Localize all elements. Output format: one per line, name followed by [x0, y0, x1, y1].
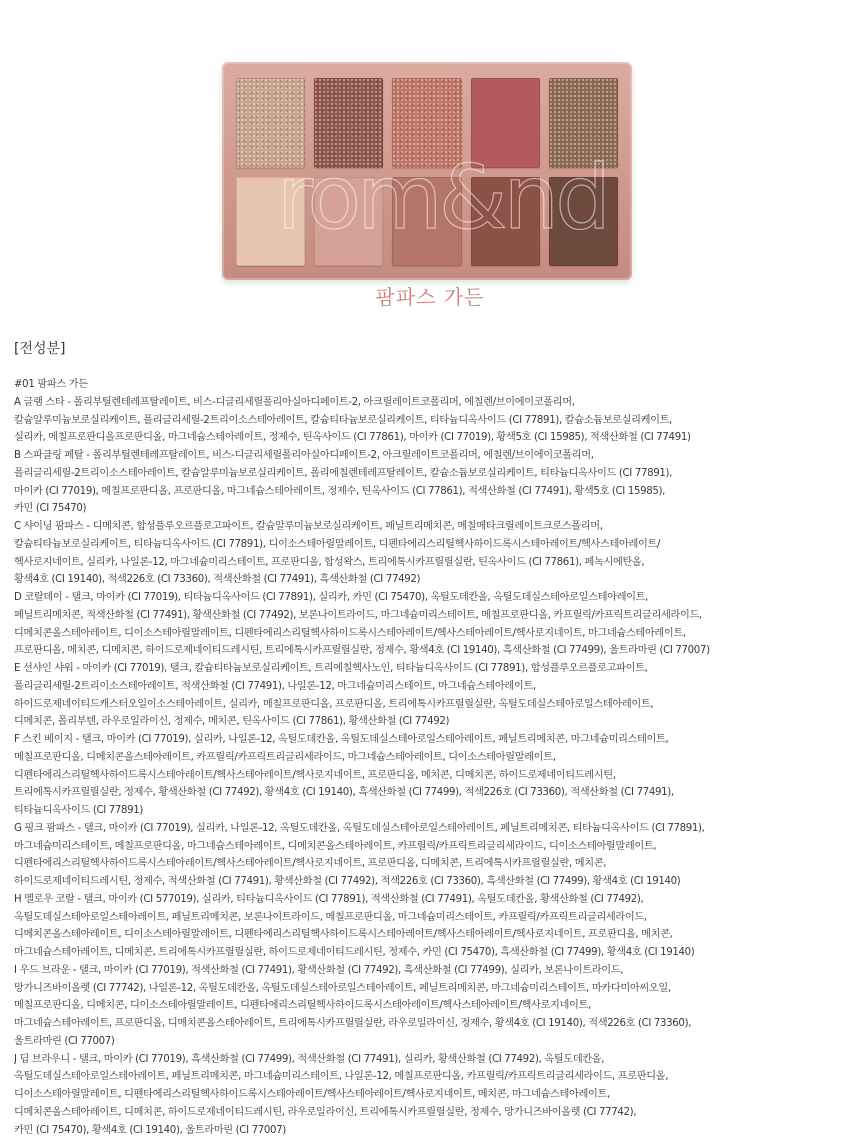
ingredients-heading: [전성분]: [14, 338, 66, 358]
ingredient-line: 디펜타에리스리틸헥사하이드록시스테아레이트/헥사스테아레이트/헥사로지네이트, 프로판디올, 메치콘, 디메치콘, 하이드로제네이티드레시틴,: [14, 767, 850, 785]
product-title: 팜파스 가든: [0, 281, 860, 310]
ingredient-line: 폴리글리세릴-2트리이소스테아레이트, 적색산화철 (CI 77491), 나일론-12, 마그네슘미리스테이트, 마그네슘스테아레이트,: [14, 678, 850, 696]
ingredient-line: 티타늄디옥사이드 (CI 77891): [14, 802, 850, 820]
ingredient-line: 실리카, 메칠프로판디올프로판디올, 마그네슘스테아레이트, 정제수, 틴옥사이드 (CI 77861), 마이카 (CI 77019), 황색5호 (CI 15985), 적색산화철 (CI 77491): [14, 429, 850, 447]
ingredient-line: 헥사로지네이트, 실리카, 나일론-12, 마그네슘미리스테이트, 프로판디올, 합성왁스, 트리에톡시카프릴릴실란, 틴옥사이드 (CI 77861), 페녹시에탄올,: [14, 554, 850, 572]
ingredient-line: A 글램 스타 - 폴리부틸렌테레프탈레이트, 비스-디글리세릴폴리아실아디페이트-2, 아크릴레이트코폴리머, 에칠렌/브이에이코폴리머,: [14, 394, 850, 412]
ingredient-line: C 샤이닝 팜파스 - 디메치콘, 합성플루오르플로고파이트, 칼슘알루미늄보로실리케이트, 페닐트리메치콘, 메칠메타크릴레이트크로스폴리머,: [14, 518, 850, 536]
ingredient-line: 울트라마린 (CI 77007): [14, 1033, 850, 1051]
ingredients-list: [14, 376, 850, 1139]
ingredient-line: 메칠프로판디올, 디메치콘올스테아레이트, 카프릴릭/카프릭트리글리세라이드, 마그네슘스테아레이트, 디이소스테아릴말레이트,: [14, 749, 850, 767]
ingredient-line: 옥틸도데실스테아로일스테아레이트, 페닐트리메치콘, 보론나이트라이드, 메칠프로판디올, 마그네슘미리스테이트, 카프릴릭/카프릭트리글리세라이드,: [14, 909, 850, 927]
eyeshadow-pan: [471, 177, 540, 267]
ingredient-line: 디메치콘올스테아레이트, 디이소스테아릴말레이트, 디펜타에리스리틸헥사하이드록시스테아레이트/헥사스테아레이트/헥사로지네이트, 프로판디올, 메치콘,: [14, 926, 850, 944]
ingredient-line: 마그네슘미리스테이트, 메칠프로판디올, 마그네슘스테아레이트, 디메치콘올스테아레이트, 카프릴릭/카프릭트리글리세라이드, 디이소스테아릴말레이트,: [14, 838, 850, 856]
eyeshadow-pan: [392, 177, 461, 267]
ingredient-line: 디펜타에리스리틸헥사하이드록시스테아레이트/헥사스테아레이트/헥사로지네이트, 프로판디올, 디메치콘, 트리에톡시카프릴릴실란, 메치콘,: [14, 855, 850, 873]
eyeshadow-pan: [471, 78, 540, 168]
ingredient-line: 카민 (CI 75470): [14, 500, 850, 518]
ingredient-line: H 멜로우 코랄 - 탤크, 마이카 (CI 577019), 실리카, 티타늄디옥사이드 (CI 77891), 적색산화철 (CI 77491), 옥틸도데칸올, 황색산화철 (CI 77492),: [14, 891, 850, 909]
ingredient-line: 디메치콘올스테아레이트, 디메치콘, 하이드로제네이티드레시틴, 라우로일라이신, 트리에톡시카프릴릴실란, 정제수, 망가니즈바이올렛 (CI 77742),: [14, 1104, 850, 1122]
ingredient-line: 마그네슘스테아레이트, 프로판디올, 디메치콘올스테아레이트, 트리에톡시카프릴릴실란, 라우로일라이신, 정제수, 황색4호 (CI 19140), 적색226호 (CI 73360),: [14, 1015, 850, 1033]
ingredient-line: 페닐트리메치콘, 적색산화철 (CI 77491), 황색산화철 (CI 77492), 보론나이트라이드, 마그네슘미리스테이트, 메칠프로판디올, 카프릴릭/카프릭트리글리세라이드,: [14, 607, 850, 625]
ingredient-line: F 스킨 베이지 - 탤크, 마이카 (CI 77019), 실리카, 나일론-12, 옥틸도데칸올, 옥틸도데실스테아로일스테아레이트, 페닐트리메치콘, 마그네슘미리스테이트,: [14, 731, 850, 749]
ingredient-line: 마그네슘스테아레이트, 디메치콘, 트리에톡시카프릴릴실란, 하이드로제네이티드레시틴, 정제수, 카민 (CI 75470), 흑색산화철 (CI 77499), 황색4호 (CI 19140): [14, 944, 850, 962]
ingredient-line: 황색4호 (CI 19140), 적색226호 (CI 73360), 적색산화철 (CI 77491), 흑색산화철 (CI 77492): [14, 571, 850, 589]
ingredient-line: 트리에톡시카프릴릴실란, 정제수, 황색산화철 (CI 77492), 황색4호 (CI 19140), 흑색산화철 (CI 77499), 적색226호 (CI 73360), 적색산화철 (CI 77491),: [14, 784, 850, 802]
ingredient-line: 칼슘티타늄보로실리케이트, 티타늄디옥사이드 (CI 77891), 디이소스테아릴말레이트, 디펜타에리스리틸헥사하이드록시스테아레이트/헥사스테아레이트/: [14, 536, 850, 554]
eyeshadow-pan: [549, 78, 618, 168]
ingredient-line: 디메치콘, 폴리부텐, 라우로일라이신, 정제수, 메치콘, 틴옥사이드 (CI 77861), 황색산화철 (CI 77492): [14, 713, 850, 731]
palette-image: [222, 62, 632, 280]
ingredient-line: 디이소스테아릴말레이트, 디펜타에리스리틸헥사하이드록시스테아레이트/헥사스테아레이트/헥사로지네이트, 메치콘, 마그네슘스테아레이트,: [14, 1086, 850, 1104]
ingredient-line: 하이드로제네이티드레시틴, 정제수, 적색산화철 (CI 77491), 황색산화철 (CI 77492), 적색226호 (CI 73360), 흑색산화철 (CI 77499), 황색4호 (CI 19140): [14, 873, 850, 891]
ingredient-line: 메칠프로판디올, 디메치콘, 디이소스테아릴말레이트, 디펜타에리스리틸헥사하이드록시스테아레이트/헥사스테아레이트/헥사로지네이트,: [14, 997, 850, 1015]
ingredient-line: G 핑크 팜파스 - 탤크, 마이카 (CI 77019), 실리카, 나일론-12, 옥틸도데칸올, 옥틸도데실스테아로일스테아레이트, 페닐트리메치콘, 티타늄디옥사이드 (CI 77891),: [14, 820, 850, 838]
ingredient-line: J 딥 브라우니 - 탤크, 마이카 (CI 77019), 흑색산화철 (CI 77499), 적색산화철 (CI 77491), 실리카, 황색산화철 (CI 77492), 옥틸도데칸올,: [14, 1051, 850, 1069]
ingredient-line: 칼슘알루미늄보로실리케이트, 폴리글리세릴-2트리이소스테아레이트, 칼슘티타늄보로실리케이트, 티타늄디옥사이드 (CI 77891), 칼슘소듐보로실리케이트,: [14, 412, 850, 430]
ingredient-line: 카민 (CI 75470), 황색4호 (CI 19140), 울트라마린 (CI 77007): [14, 1122, 850, 1139]
ingredient-line: 망가니즈바이올렛 (CI 77742), 나일론-12, 옥틸도데칸올, 옥틸도데실스테아로일스테아레이트, 페닐트리메치콘, 마그네슘미리스테이트, 마카다미아씨오일,: [14, 980, 850, 998]
ingredient-line: #01 팜파스 가든: [14, 376, 850, 394]
ingredient-line: E 선샤인 샤워 - 마이카 (CI 77019), 탤크, 칼슘티타늄보로실리케이트, 트리에칠헥사노인, 티타늄디옥사이드 (CI 77891), 합성플루오르플로고파이트,: [14, 660, 850, 678]
ingredient-line: 프로판디올, 메치콘, 디메치콘, 하이드로제네이티드레시틴, 트리에톡시카프릴릴실란, 정제수, 황색4호 (CI 19140), 흑색산화철 (CI 77499), 울트라마린 (CI 77007): [14, 642, 850, 660]
ingredient-line: I 우드 브라운 - 탤크, 마이카 (CI 77019), 적색산화철 (CI 77491), 황색산화철 (CI 77492), 흑색산화철 (CI 77499), 실리카, 보론나이트라이드,: [14, 962, 850, 980]
ingredient-line: 옥틸도데실스테아로일스테아레이트, 페닐트리메치콘, 마그네슘미리스테이트, 나일론-12, 메칠프로판디올, 카프릴릭/카프릭트리글리세라이드, 프로판디올,: [14, 1068, 850, 1086]
eyeshadow-pan: [549, 177, 618, 267]
eyeshadow-pan: [314, 78, 383, 168]
ingredient-line: 하이드로제네이티드캐스터오일이소스테아레이트, 실리카, 메칠프로판디올, 프로판디올, 트리에톡시카프릴릴실란, 옥틸도데실스테아로일스테아레이트,: [14, 696, 850, 714]
ingredient-line: D 코랄데이 - 탤크, 마이카 (CI 77019), 티타늄디옥사이드 (CI 77891), 실리카, 카민 (CI 75470), 옥틸도데칸올, 옥틸도데실스테아로일스테아레이트,: [14, 589, 850, 607]
eyeshadow-pan: [392, 78, 461, 168]
eyeshadow-pan: [314, 177, 383, 267]
ingredient-line: 마이카 (CI 77019), 메칠프로판디올, 프로판디올, 마그네슘스테아레이트, 정제수, 틴옥사이드 (CI 77861), 적색산화철 (CI 77491), 황색5호 (CI 15985),: [14, 483, 850, 501]
ingredient-line: 디메치콘올스테아레이트, 디이소스테아릴말레이트, 디펜타에리스리틸헥사하이드록시스테아레이트/헥사스테아레이트/헥사로지네이트, 마그네슘스테아레이트,: [14, 625, 850, 643]
eyeshadow-pan: [236, 177, 305, 267]
pan-grid: [236, 78, 618, 266]
ingredient-line: B 스파클링 페탈 - 폴리부틸렌테레프탈레이트, 비스-디글리세릴폴리아실아디페이트-2, 아크릴레이트코폴리머, 에칠렌/브이에이코폴리머,: [14, 447, 850, 465]
eyeshadow-pan: [236, 78, 305, 168]
ingredient-line: 폴리글리세릴-2트리이소스테아레이트, 칼슘알루미늄보로실리케이트, 폴리에칠렌테레프탈레이트, 칼슘소듐보로실리케이트, 티타늄디옥사이드 (CI 77891),: [14, 465, 850, 483]
